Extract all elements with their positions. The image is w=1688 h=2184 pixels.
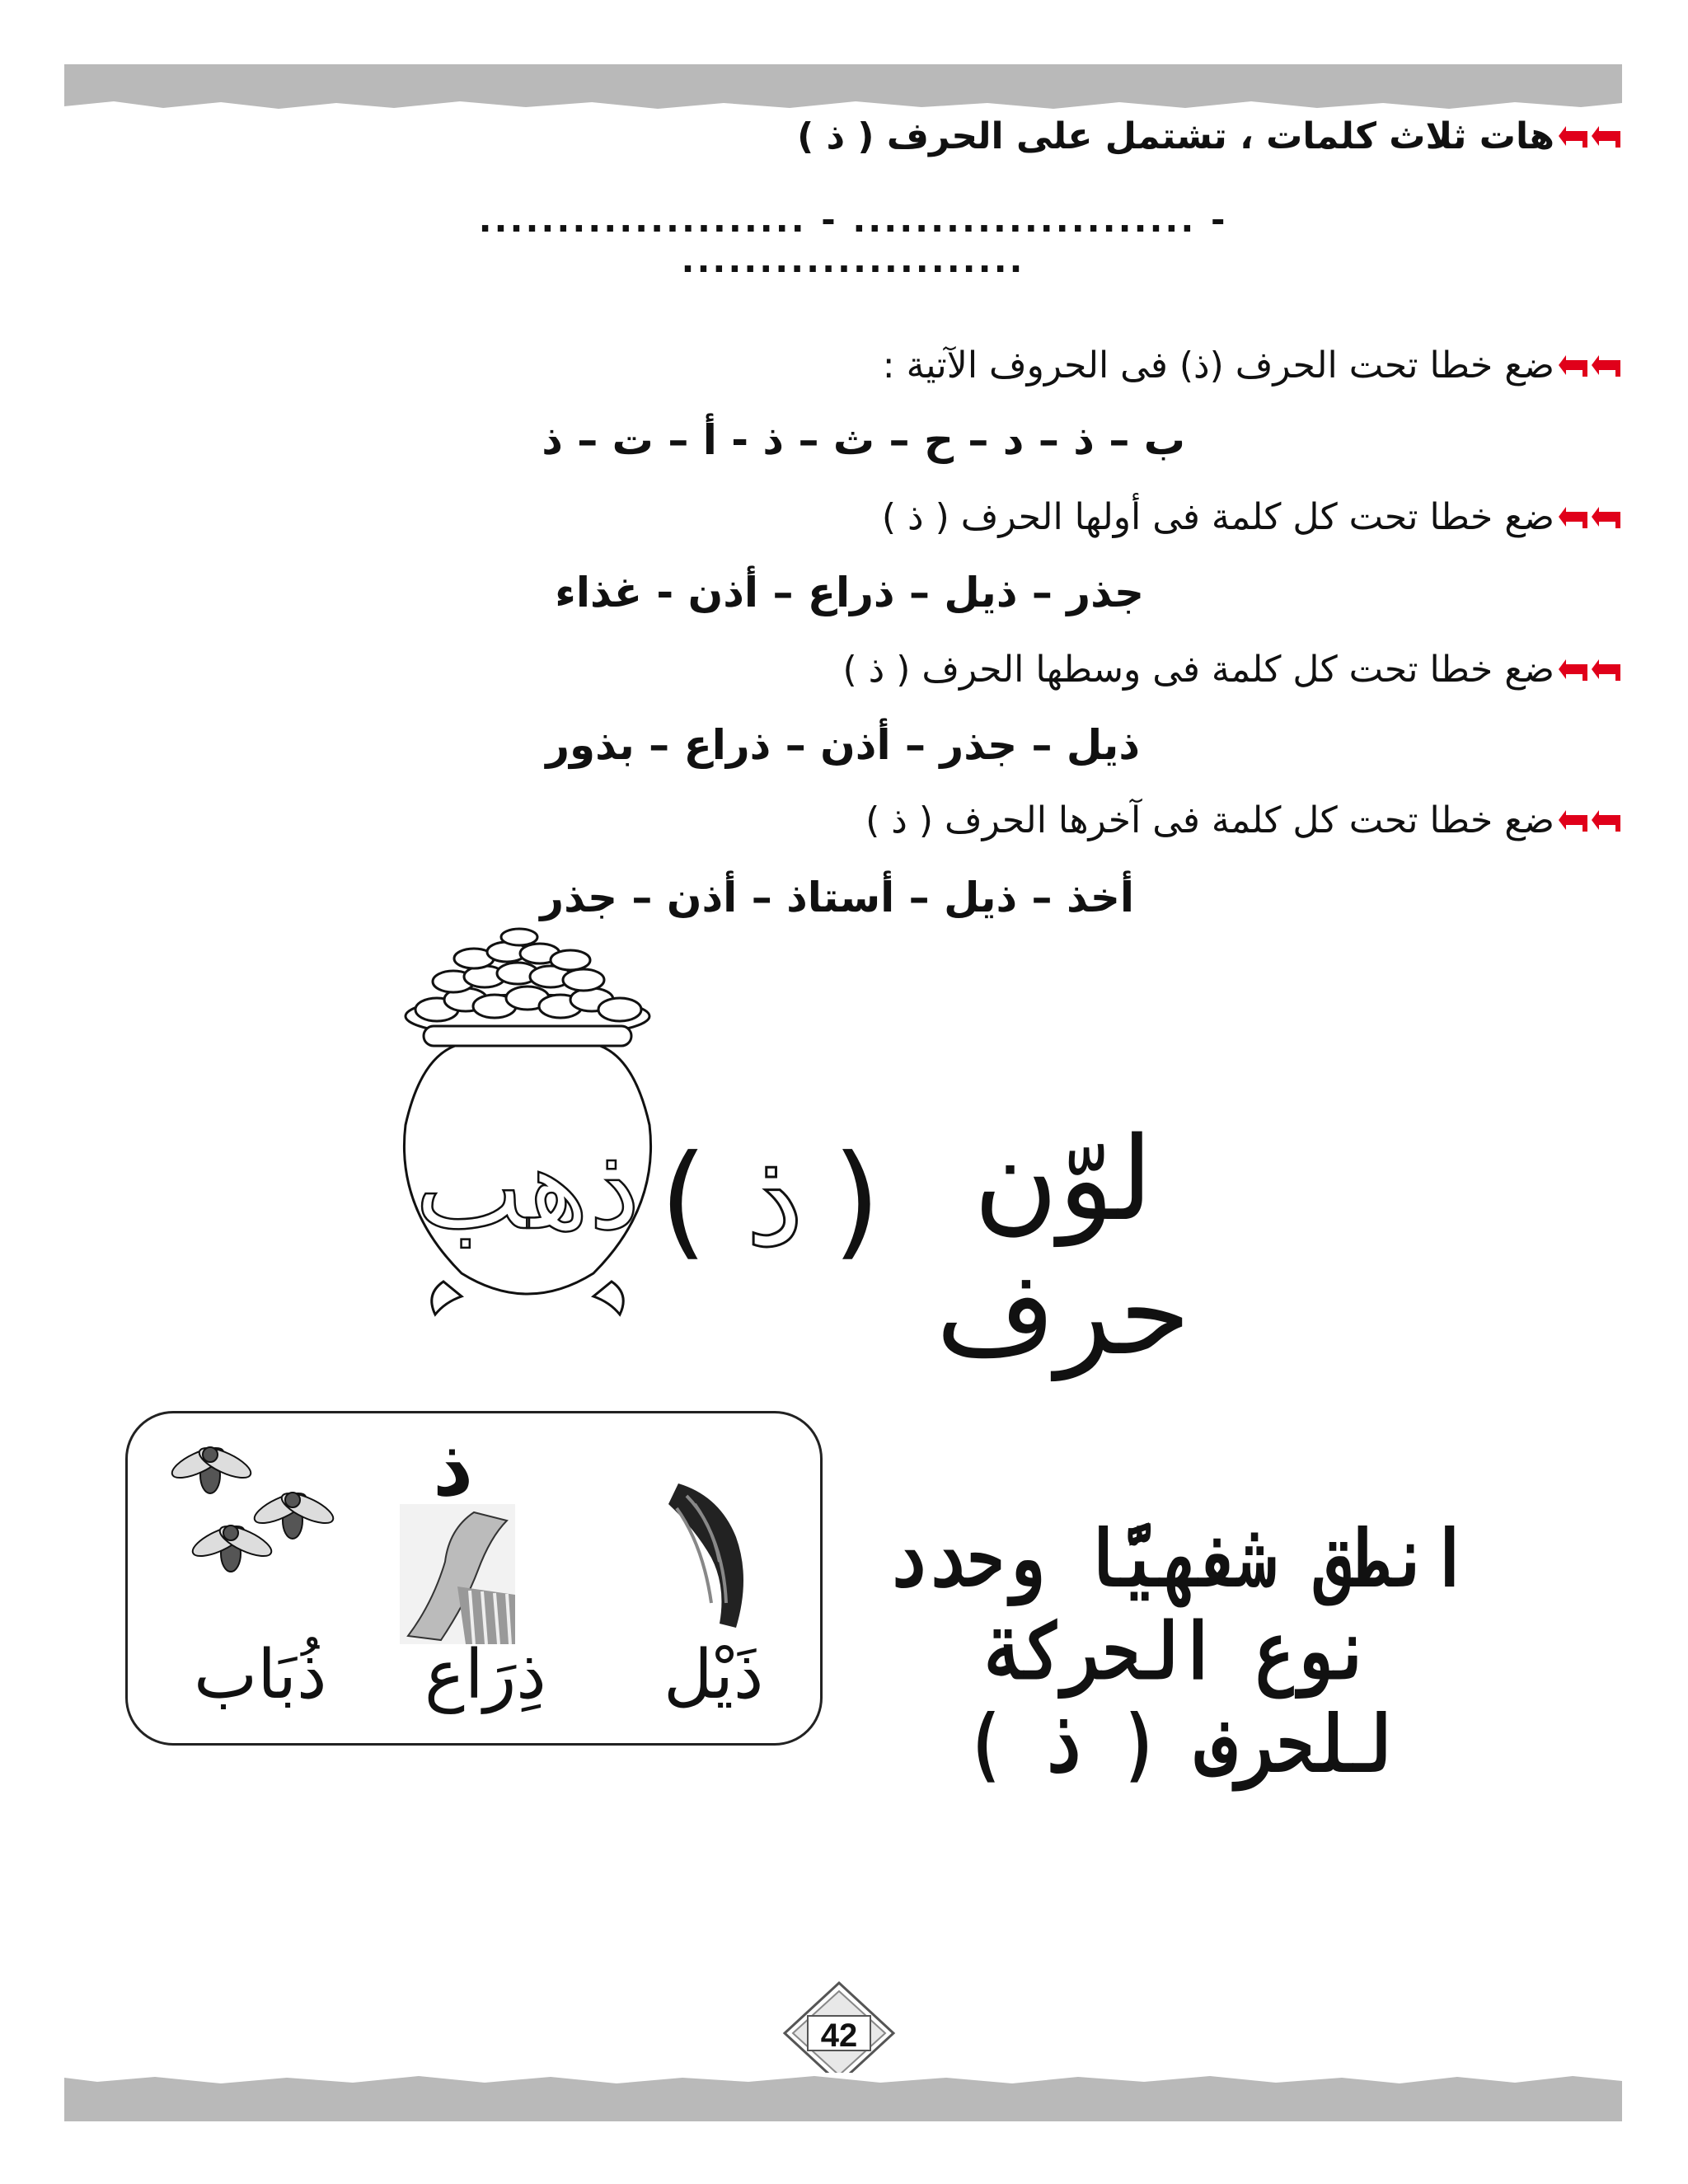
q1-instruction-row <box>797 115 1622 157</box>
word-tail: ذَيْل <box>663 1636 764 1714</box>
pot-word: ذهب <box>415 1122 640 1256</box>
q3-instruction-row <box>882 496 1622 538</box>
q2-instruction: ضع خطا تحت الحرف (ذ) فى الحروف الآتية : <box>882 344 1554 387</box>
red-arrow-icon <box>1558 505 1622 530</box>
q3-words-line: جذر – ذيل – ذراع – أذن - غذاء <box>555 569 1144 616</box>
arm-illustration <box>400 1504 515 1644</box>
torn-edge <box>64 98 1622 113</box>
q5-words-line: أخذ – ذيل – أستاذ – أذن – جذر <box>540 874 1134 921</box>
q4-instruction: ضع خطا تحت كل كلمة فى وسطها الحرف ( ذ ) <box>842 649 1554 691</box>
pot-word-outline <box>415 1122 640 1256</box>
outlined-letter[interactable] <box>709 1122 841 1276</box>
q2-letters-line: ب – ذ – د – ح – ث – ذ - أ – ت – ذ <box>542 416 1185 464</box>
red-arrow-icon <box>1558 808 1622 833</box>
flies-illustration <box>152 1438 359 1603</box>
q4-words-line: ذيل – جذر – أذن – ذراع – بذور <box>546 721 1140 769</box>
torn-edge <box>64 2073 1622 2088</box>
q5-instruction-row <box>865 799 1622 841</box>
q5-instruction: ضع خطا تحت كل كلمة فى آخرها الحرف ( ذ ) <box>865 799 1554 841</box>
page-number-badge <box>781 1980 897 2087</box>
bottom-border-band <box>64 2074 1622 2121</box>
pronunciation-panel <box>125 1411 823 1746</box>
word-arm: ذِرَاع <box>424 1636 546 1714</box>
q3-instruction: ضع خطا تحت كل كلمة فى أولها الحرف ( ذ ) <box>881 496 1554 538</box>
red-arrow-icon <box>1558 354 1622 378</box>
red-arrow-icon <box>1558 658 1622 682</box>
q2-instruction-row <box>883 344 1622 387</box>
coloring-title: لوّن حرف <box>935 1113 1191 1381</box>
answer-blanks[interactable]: ..................... - ...................... - ...................... <box>478 199 1228 280</box>
word-flies: ذُبَاب <box>194 1636 327 1714</box>
panel-letter: ذ <box>433 1422 474 1514</box>
q1-instruction: هات ثلاث كلمات ، تشتمل على الحرف ( ذ ) <box>797 115 1554 157</box>
top-border-band <box>64 64 1622 112</box>
page-number: 42 <box>820 2018 858 2054</box>
tail-illustration <box>662 1479 753 1644</box>
pronounce-instruction: انطق شفهيًّا وحدد نوع الحركة للحرف ( ذ ) <box>888 1513 1470 1792</box>
coloring-letter: ذ <box>745 1122 804 1276</box>
open-paren: ( <box>832 1129 881 1272</box>
close-paren: ) <box>659 1129 708 1272</box>
red-arrow-icon <box>1558 124 1622 149</box>
q4-instruction-row <box>843 649 1622 691</box>
